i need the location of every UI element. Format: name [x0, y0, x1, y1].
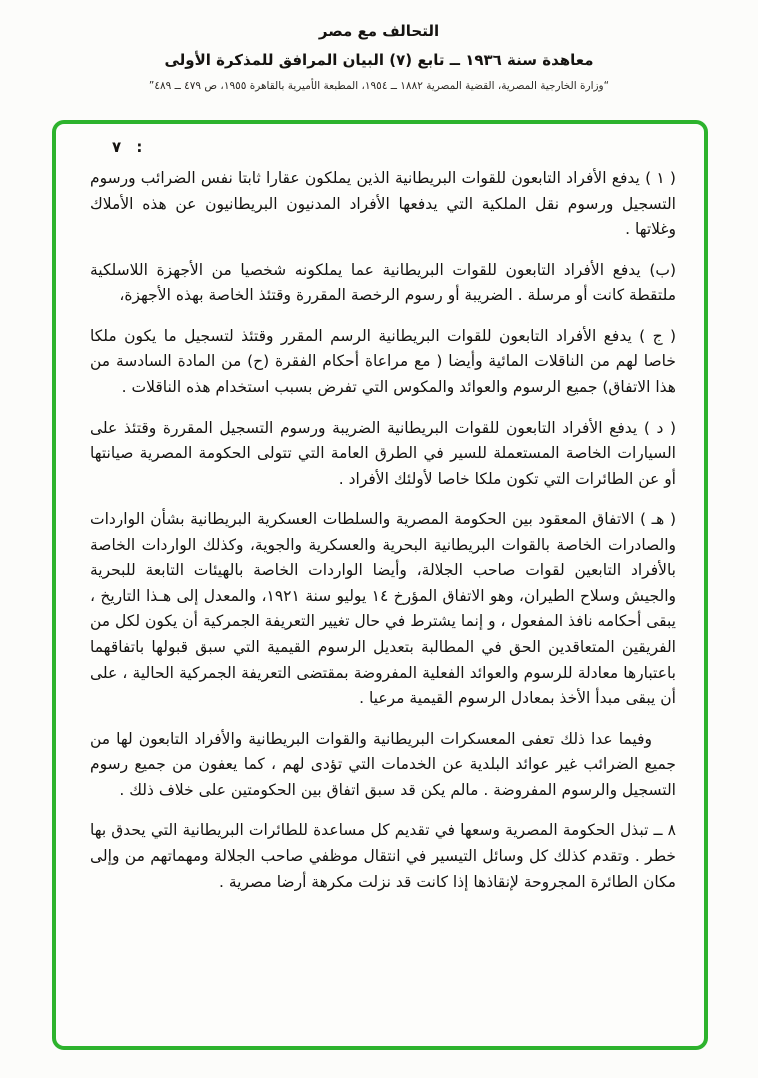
clause-b	[90, 258, 676, 309]
clause-b-marker: (ب)	[649, 260, 677, 279]
clause-8-marker: ٨ ــ	[653, 821, 676, 840]
clause-e	[90, 507, 676, 712]
doc-source-citation: “وزارة الخارجية المصرية، القضية المصرية ١٨٨٢ ــ ١٩٥٤، المطبعة الأميرية بالقاهرة ١٩٥٥، ص ٤٧٩ ــ ٤٨٩”	[148, 80, 610, 92]
doc-subtitle: معاهدة سنة ١٩٣٦ ــ تابع (٧) البيان المرافق للمذكرة الأولى	[164, 51, 594, 69]
clause-a-marker: ( ١ )	[645, 169, 676, 187]
page-number-marker: ٧ :	[112, 138, 143, 156]
clause-e-text: الاتفاق المعقود بين الحكومة المصرية والسلطات العسكرية البريطانية بشأن الواردات والصادرات الخاصة بالقوات البريطانية البحرية والعسكرية والجوية، وكذلك الواردات الخاصة بالأفراد التابعين لقوات صاحب الجلالة، وأيضا الواردات الخاصة بالهيئات التابعة للبحرية والجيش وسلاح الطيران، وهو الاتفاق المؤرخ ١٤ يوليو سنة ١٩٢١، والمعدل إلى هـذا التاريخ ، يبقى أحكامه نافذ المفعول ، و إنما يشترط في حال تغيير التعريفة الجمركية أن يكون لكل من الفريقين المتعاقدين الحق في المطالبة بتعديل الرسوم القيمية التي سبق قبولها باتفاقهما باعتبارها معادلة للرسوم والعوائد الفعلية المفروضة بمقتضى التعريفة الجمركية الحالية ، على أن يبقى مبدأ الأخذ بمعادل الرسوم القيمية مرعيا .	[90, 510, 677, 708]
doc-title: التحالف مع مصر	[318, 22, 440, 40]
clause-c-text: يدفع الأفراد التابعون للقوات البريطانية الرسم المقرر وقتئذ لتسجيل ما يكون ملكا خاصا لهم من الناقلات المائية وأيضا ( مع مراعاة أحكام الفقرة (ح) من المادة السادسة من هذا الاتفاق) جميع الرسوم والعوائد والمكوس التي تفرض بسبب استخدام هذه الناقلات .	[90, 326, 676, 396]
clause-a	[90, 166, 676, 243]
clause-c-marker: ( ج )	[639, 326, 676, 345]
content-frame	[52, 120, 708, 1050]
exemption-paragraph: وفيما عدا ذلك تعفى المعسكرات البريطانية والقوات البريطانية والأفراد التابعون لها من جميع الضرائب غير عوائد البلدية عن الخدمات التي تؤدى لهم ، كما يعفون من جميع رسوم التسجيل والرسوم المفروضة . مالم يكن قد سبق اتفاق بين الحكومتين على خلاف ذلك .	[90, 729, 676, 799]
clause-8	[90, 818, 676, 895]
clause-8-text: تبذل الحكومة المصرية وسعها في تقديم كل مساعدة للطائرات البريطانية التي يحدق بها خطر . وتقدم كذلك كل وسائل التيسير في انتقال موظفي صاحب الجلالة ومهماتهم من وإلى مكان الطائرة المجروحة لإنقاذها إذا كانت قد نزلت مكرهة أرضا مصرية .	[90, 821, 676, 891]
clause-d-text: يدفع الأفراد التابعون للقوات البريطانية الضريبة ورسوم التسجيل المقررة وقتئذ على السيارات الخاصة المستعملة للسير في الطرق العامة التي تتولى الحكومة المصرية صيانتها أو عن الطائرات التي تكون ملكا خاصا لأولئك الأفراد .	[90, 418, 676, 488]
clause-a-text: يدفع الأفراد التابعون للقوات البريطانية الذين يملكون عقارا ثابتا نفس الضرائب ورسوم التسجيل ورسوم نقل الملكية التي يدفعها الأفراد المدنيون البريطانيون عن هذه الأملاك وغلاتها .	[90, 169, 676, 239]
clause-b-text: يدفع الأفراد التابعون للقوات البريطانية عما يملكونه شخصيا من الأجهزة اللاسلكية ملتقطة كانت أو مرسلة . الضريبة أو رسوم الرخصة المقررة وقتئذ الخاصة بهذه الأجهزة،	[90, 260, 676, 305]
clause-c	[90, 324, 676, 401]
clause-d-marker: ( د )	[643, 418, 676, 437]
document-header	[0, 0, 758, 92]
clause-d	[90, 416, 676, 493]
clause-e-marker: ( هـ )	[639, 510, 677, 529]
